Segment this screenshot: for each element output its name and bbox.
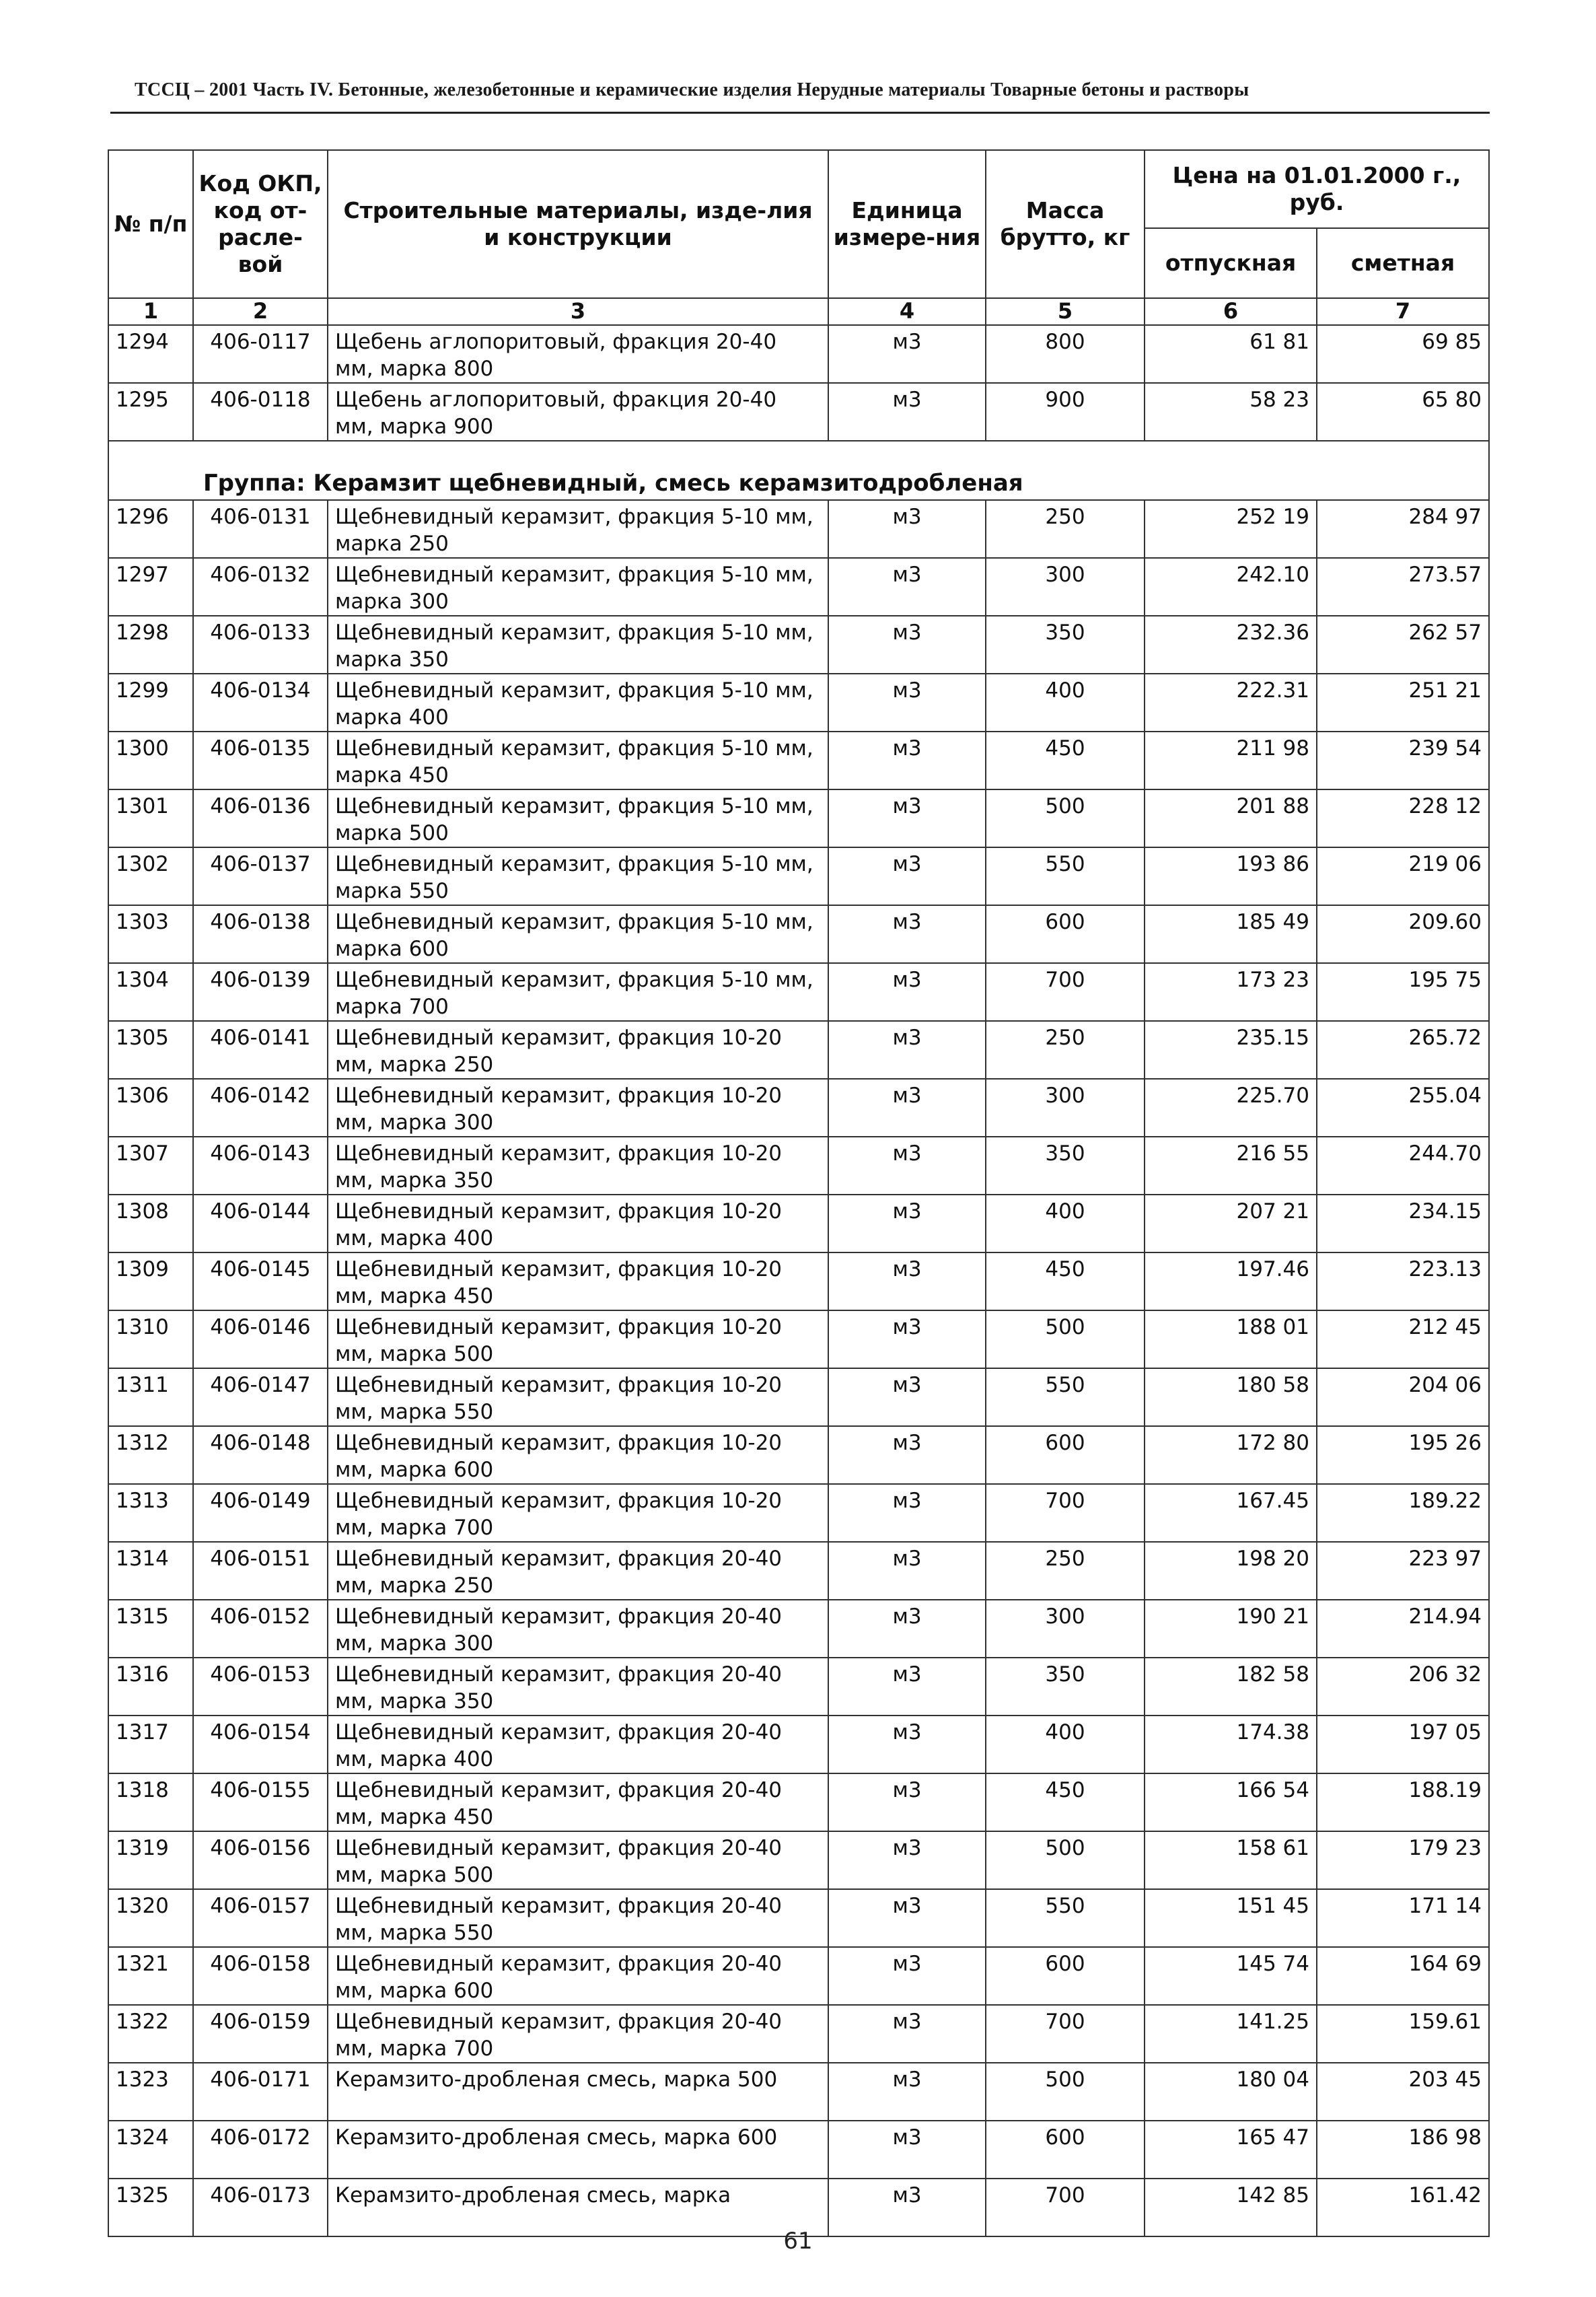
row-unit: м3	[828, 732, 986, 789]
group-row	[108, 441, 1489, 500]
row-unit: м3	[828, 1137, 986, 1195]
row-mass: 250	[986, 1542, 1145, 1600]
table-row	[108, 1021, 1489, 1079]
row-code: 406-0131	[193, 500, 328, 558]
row-code: 406-0136	[193, 789, 328, 847]
row-code: 406-0142	[193, 1079, 328, 1137]
header-price-release: отпускная	[1145, 228, 1317, 298]
row-number: 1311	[108, 1368, 193, 1426]
row-name: Щебневидный керамзит, фракция 20-40 мм, марка 700	[328, 2005, 828, 2063]
row-number: 1305	[108, 1021, 193, 1079]
row-unit: м3	[828, 2063, 986, 2121]
row-name: Керамзито-дробленая смесь, марка 500	[328, 2063, 828, 2121]
row-name: Керамзито-дробленая смесь, марка	[328, 2179, 828, 2236]
table-row	[108, 1426, 1489, 1484]
row-unit: м3	[828, 1252, 986, 1310]
row-name: Щебневидный керамзит, фракция 5-10 мм, марка 600	[328, 905, 828, 963]
row-unit: м3	[828, 1716, 986, 1773]
row-code: 406-0147	[193, 1368, 328, 1426]
row-number: 1303	[108, 905, 193, 963]
row-mass: 500	[986, 1310, 1145, 1368]
row-code: 406-0143	[193, 1137, 328, 1195]
row-unit: м3	[828, 2121, 986, 2179]
row-code: 406-0152	[193, 1600, 328, 1658]
table-row	[108, 500, 1489, 558]
row-price-release: 242.10	[1145, 558, 1317, 616]
table-row	[108, 1484, 1489, 1542]
row-price-release: 232.36	[1145, 616, 1317, 674]
row-number: 1315	[108, 1600, 193, 1658]
row-price-estimate: 214.94	[1317, 1600, 1489, 1658]
row-number: 1308	[108, 1195, 193, 1252]
row-unit: м3	[828, 905, 986, 963]
table-row	[108, 558, 1489, 616]
row-mass: 600	[986, 905, 1145, 963]
row-price-estimate: 239 54	[1317, 732, 1489, 789]
row-mass: 500	[986, 1831, 1145, 1889]
row-name: Щебневидный керамзит, фракция 5-10 мм, марка 500	[328, 789, 828, 847]
header-unit: Единица измере-ния	[828, 150, 986, 298]
header-mass: Масса брутто, кг	[986, 150, 1145, 298]
row-mass: 400	[986, 1716, 1145, 1773]
table-row	[108, 1889, 1489, 1947]
row-price-release: 173 23	[1145, 963, 1317, 1021]
row-code: 406-0141	[193, 1021, 328, 1079]
price-table-container	[108, 149, 1488, 2237]
row-mass: 400	[986, 674, 1145, 732]
row-number: 1307	[108, 1137, 193, 1195]
row-number: 1296	[108, 500, 193, 558]
header-price: Цена на 01.01.2000 г., руб.	[1145, 150, 1489, 228]
row-number: 1299	[108, 674, 193, 732]
row-mass: 250	[986, 1021, 1145, 1079]
row-name: Щебневидный керамзит, фракция 20-40 мм, марка 500	[328, 1831, 828, 1889]
row-price-release: 174.38	[1145, 1716, 1317, 1773]
row-name: Щебневидный керамзит, фракция 5-10 мм, марка 350	[328, 616, 828, 674]
row-mass: 350	[986, 1658, 1145, 1716]
row-price-release: 142 85	[1145, 2179, 1317, 2236]
row-unit: м3	[828, 963, 986, 1021]
row-price-estimate: 265.72	[1317, 1021, 1489, 1079]
row-name: Щебневидный керамзит, фракция 5-10 мм, марка 250	[328, 500, 828, 558]
table-row	[108, 2121, 1489, 2179]
row-mass: 700	[986, 1484, 1145, 1542]
row-name: Щебневидный керамзит, фракция 5-10 мм, марка 550	[328, 847, 828, 905]
row-price-release: 141.25	[1145, 2005, 1317, 2063]
row-price-estimate: 179 23	[1317, 1831, 1489, 1889]
row-mass: 700	[986, 963, 1145, 1021]
row-price-release: 252 19	[1145, 500, 1317, 558]
row-name: Щебневидный керамзит, фракция 20-40 мм, марка 350	[328, 1658, 828, 1716]
table-row	[108, 2005, 1489, 2063]
row-name: Щебневидный керамзит, фракция 20-40 мм, марка 450	[328, 1773, 828, 1831]
row-price-estimate: 186 98	[1317, 2121, 1489, 2179]
rows-before-group	[108, 325, 1489, 441]
table-row	[108, 1716, 1489, 1773]
row-name: Керамзито-дробленая смесь, марка 600	[328, 2121, 828, 2179]
row-mass: 550	[986, 1368, 1145, 1426]
row-mass: 450	[986, 1252, 1145, 1310]
row-mass: 600	[986, 1947, 1145, 2005]
row-price-estimate: 223 97	[1317, 1542, 1489, 1600]
row-unit: м3	[828, 1773, 986, 1831]
row-number: 1320	[108, 1889, 193, 1947]
row-price-estimate: 251 21	[1317, 674, 1489, 732]
row-number: 1310	[108, 1310, 193, 1368]
row-mass: 350	[986, 616, 1145, 674]
row-name: Щебневидный керамзит, фракция 10-20 мм, марка 300	[328, 1079, 828, 1137]
row-code: 406-0118	[193, 383, 328, 441]
row-code: 406-0172	[193, 2121, 328, 2179]
table-row	[108, 383, 1489, 441]
row-unit: м3	[828, 1658, 986, 1716]
row-name: Щебневидный керамзит, фракция 5-10 мм, марка 700	[328, 963, 828, 1021]
row-unit: м3	[828, 1195, 986, 1252]
row-number: 1321	[108, 1947, 193, 2005]
row-unit: м3	[828, 789, 986, 847]
row-number: 1322	[108, 2005, 193, 2063]
row-unit: м3	[828, 1542, 986, 1600]
header-price-estimate: сметная	[1317, 228, 1489, 298]
row-mass: 500	[986, 789, 1145, 847]
table-row	[108, 1542, 1489, 1600]
row-number: 1318	[108, 1773, 193, 1831]
row-unit: м3	[828, 1368, 986, 1426]
table-row	[108, 1600, 1489, 1658]
table-row	[108, 732, 1489, 789]
row-mass: 300	[986, 1079, 1145, 1137]
header-rule	[110, 112, 1490, 114]
row-price-release: 185 49	[1145, 905, 1317, 963]
row-name: Щебневидный керамзит, фракция 20-40 мм, марка 250	[328, 1542, 828, 1600]
header-no: № п/п	[108, 150, 193, 298]
column-number: 2	[193, 298, 328, 325]
header-name: Строительные материалы, изде-лия и конструкции	[328, 150, 828, 298]
row-price-release: 197.46	[1145, 1252, 1317, 1310]
table-row	[108, 1658, 1489, 1716]
row-unit: м3	[828, 1889, 986, 1947]
row-name: Щебневидный керамзит, фракция 10-20 мм, марка 600	[328, 1426, 828, 1484]
price-table	[108, 149, 1490, 2237]
row-price-estimate: 159.61	[1317, 2005, 1489, 2063]
row-unit: м3	[828, 1310, 986, 1368]
table-row	[108, 847, 1489, 905]
row-unit: м3	[828, 616, 986, 674]
row-price-estimate: 262 57	[1317, 616, 1489, 674]
row-code: 406-0156	[193, 1831, 328, 1889]
row-price-estimate: 197 05	[1317, 1716, 1489, 1773]
row-price-release: 188 01	[1145, 1310, 1317, 1368]
row-number: 1319	[108, 1831, 193, 1889]
table-row	[108, 1368, 1489, 1426]
row-price-estimate: 161.42	[1317, 2179, 1489, 2236]
row-price-estimate: 234.15	[1317, 1195, 1489, 1252]
row-mass: 550	[986, 1889, 1145, 1947]
page-number: 61	[783, 2228, 813, 2255]
row-price-release: 167.45	[1145, 1484, 1317, 1542]
row-mass: 450	[986, 1773, 1145, 1831]
table-row	[108, 1831, 1489, 1889]
row-number: 1301	[108, 789, 193, 847]
row-price-release: 151 45	[1145, 1889, 1317, 1947]
row-code: 406-0173	[193, 2179, 328, 2236]
row-price-release: 166 54	[1145, 1773, 1317, 1831]
running-header: ТССЦ – 2001 Часть IV. Бетонные, железобетонные и керамические изделия Нерудные материалы Товарные бетоны и растворы	[135, 79, 1249, 100]
row-price-estimate: 209.60	[1317, 905, 1489, 963]
row-mass: 400	[986, 1195, 1145, 1252]
row-name: Щебневидный керамзит, фракция 20-40 мм, марка 600	[328, 1947, 828, 2005]
row-code: 406-0137	[193, 847, 328, 905]
row-number: 1312	[108, 1426, 193, 1484]
row-price-estimate: 195 75	[1317, 963, 1489, 1021]
row-code: 406-0148	[193, 1426, 328, 1484]
row-number: 1300	[108, 732, 193, 789]
row-number: 1317	[108, 1716, 193, 1773]
row-unit: м3	[828, 847, 986, 905]
row-mass: 600	[986, 2121, 1145, 2179]
rows-after-group	[108, 500, 1489, 2236]
row-code: 406-0117	[193, 325, 328, 383]
column-number: 4	[828, 298, 986, 325]
row-price-release: 180 58	[1145, 1368, 1317, 1426]
column-number: 1	[108, 298, 193, 325]
row-code: 406-0149	[193, 1484, 328, 1542]
row-unit: м3	[828, 674, 986, 732]
row-mass: 700	[986, 2179, 1145, 2236]
row-price-estimate: 212 45	[1317, 1310, 1489, 1368]
row-code: 406-0145	[193, 1252, 328, 1310]
row-name: Щебень аглопоритовый, фракция 20-40 мм, марка 800	[328, 325, 828, 383]
row-number: 1316	[108, 1658, 193, 1716]
row-price-release: 58 23	[1145, 383, 1317, 441]
row-mass: 500	[986, 2063, 1145, 2121]
row-mass: 350	[986, 1137, 1145, 1195]
row-number: 1306	[108, 1079, 193, 1137]
row-price-release: 216 55	[1145, 1137, 1317, 1195]
row-name: Щебень аглопоритовый, фракция 20-40 мм, марка 900	[328, 383, 828, 441]
row-unit: м3	[828, 2179, 986, 2236]
table-row	[108, 1079, 1489, 1137]
row-price-release: 190 21	[1145, 1600, 1317, 1658]
row-number: 1302	[108, 847, 193, 905]
row-price-release: 198 20	[1145, 1542, 1317, 1600]
group-title: Группа: Керамзит щебневидный, смесь керамзитодробленая	[108, 441, 1489, 500]
row-code: 406-0155	[193, 1773, 328, 1831]
column-number: 6	[1145, 298, 1317, 325]
table-row	[108, 963, 1489, 1021]
header-code: Код ОКП, код от-расле-вой	[193, 150, 328, 298]
row-number: 1309	[108, 1252, 193, 1310]
row-number: 1324	[108, 2121, 193, 2179]
row-mass: 250	[986, 500, 1145, 558]
row-name: Щебневидный керамзит, фракция 5-10 мм, марка 300	[328, 558, 828, 616]
row-price-release: 145 74	[1145, 1947, 1317, 2005]
row-name: Щебневидный керамзит, фракция 20-40 мм, марка 550	[328, 1889, 828, 1947]
row-unit: м3	[828, 325, 986, 383]
row-unit: м3	[828, 500, 986, 558]
row-name: Щебневидный керамзит, фракция 10-20 мм, марка 500	[328, 1310, 828, 1368]
row-price-release: 180 04	[1145, 2063, 1317, 2121]
row-mass: 600	[986, 1426, 1145, 1484]
row-code: 406-0158	[193, 1947, 328, 2005]
row-price-estimate: 228 12	[1317, 789, 1489, 847]
row-unit: м3	[828, 1600, 986, 1658]
row-price-estimate: 255.04	[1317, 1079, 1489, 1137]
row-price-estimate: 69 85	[1317, 325, 1489, 383]
row-number: 1323	[108, 2063, 193, 2121]
row-code: 406-0146	[193, 1310, 328, 1368]
row-name: Щебневидный керамзит, фракция 10-20 мм, марка 400	[328, 1195, 828, 1252]
table-row	[108, 1195, 1489, 1252]
table-row	[108, 2063, 1489, 2121]
row-mass: 900	[986, 383, 1145, 441]
table-row	[108, 789, 1489, 847]
row-name: Щебневидный керамзит, фракция 10-20 мм, марка 350	[328, 1137, 828, 1195]
row-price-release: 165 47	[1145, 2121, 1317, 2179]
table-row	[108, 1137, 1489, 1195]
row-price-release: 207 21	[1145, 1195, 1317, 1252]
row-price-release: 158 61	[1145, 1831, 1317, 1889]
row-code: 406-0132	[193, 558, 328, 616]
row-price-release: 225.70	[1145, 1079, 1317, 1137]
row-code: 406-0133	[193, 616, 328, 674]
row-name: Щебневидный керамзит, фракция 10-20 мм, марка 700	[328, 1484, 828, 1542]
row-price-release: 172 80	[1145, 1426, 1317, 1484]
row-price-estimate: 219 06	[1317, 847, 1489, 905]
row-name: Щебневидный керамзит, фракция 20-40 мм, марка 300	[328, 1600, 828, 1658]
row-price-estimate: 273.57	[1317, 558, 1489, 616]
row-code: 406-0134	[193, 674, 328, 732]
column-number-row	[108, 298, 1489, 325]
table-row	[108, 905, 1489, 963]
row-mass: 700	[986, 2005, 1145, 2063]
table-row	[108, 1773, 1489, 1831]
row-unit: м3	[828, 1831, 986, 1889]
row-code: 406-0151	[193, 1542, 328, 1600]
row-price-estimate: 206 32	[1317, 1658, 1489, 1716]
table-row	[108, 674, 1489, 732]
row-name: Щебневидный керамзит, фракция 5-10 мм, марка 400	[328, 674, 828, 732]
table-row	[108, 1310, 1489, 1368]
table-row	[108, 1947, 1489, 2005]
row-price-estimate: 284 97	[1317, 500, 1489, 558]
row-mass: 300	[986, 1600, 1145, 1658]
column-number: 7	[1317, 298, 1489, 325]
column-number: 5	[986, 298, 1145, 325]
row-code: 406-0153	[193, 1658, 328, 1716]
row-price-estimate: 244.70	[1317, 1137, 1489, 1195]
row-price-estimate: 171 14	[1317, 1889, 1489, 1947]
row-price-estimate: 223.13	[1317, 1252, 1489, 1310]
row-price-release: 61 81	[1145, 325, 1317, 383]
row-unit: м3	[828, 1426, 986, 1484]
row-name: Щебневидный керамзит, фракция 10-20 мм, марка 450	[328, 1252, 828, 1310]
row-number: 1298	[108, 616, 193, 674]
table-row	[108, 1252, 1489, 1310]
row-mass: 800	[986, 325, 1145, 383]
row-number: 1325	[108, 2179, 193, 2236]
row-number: 1297	[108, 558, 193, 616]
row-unit: м3	[828, 558, 986, 616]
row-price-estimate: 204 06	[1317, 1368, 1489, 1426]
row-unit: м3	[828, 1947, 986, 2005]
row-code: 406-0154	[193, 1716, 328, 1773]
column-number: 3	[328, 298, 828, 325]
row-code: 406-0157	[193, 1889, 328, 1947]
row-price-estimate: 164 69	[1317, 1947, 1489, 2005]
table-header	[108, 150, 1489, 298]
row-name: Щебневидный керамзит, фракция 10-20 мм, марка 550	[328, 1368, 828, 1426]
row-price-estimate: 189.22	[1317, 1484, 1489, 1542]
row-price-release: 222.31	[1145, 674, 1317, 732]
row-price-estimate: 195 26	[1317, 1426, 1489, 1484]
row-unit: м3	[828, 1021, 986, 1079]
row-price-estimate: 65 80	[1317, 383, 1489, 441]
row-number: 1314	[108, 1542, 193, 1600]
row-price-release: 235.15	[1145, 1021, 1317, 1079]
row-mass: 300	[986, 558, 1145, 616]
row-mass: 550	[986, 847, 1145, 905]
row-code: 406-0159	[193, 2005, 328, 2063]
row-number: 1294	[108, 325, 193, 383]
row-unit: м3	[828, 2005, 986, 2063]
row-price-release: 182 58	[1145, 1658, 1317, 1716]
row-name: Щебневидный керамзит, фракция 20-40 мм, марка 400	[328, 1716, 828, 1773]
row-code: 406-0144	[193, 1195, 328, 1252]
row-unit: м3	[828, 1484, 986, 1542]
row-name: Щебневидный керамзит, фракция 5-10 мм, марка 450	[328, 732, 828, 789]
row-name: Щебневидный керамзит, фракция 10-20 мм, марка 250	[328, 1021, 828, 1079]
row-unit: м3	[828, 1079, 986, 1137]
row-price-release: 211 98	[1145, 732, 1317, 789]
row-number: 1313	[108, 1484, 193, 1542]
row-code: 406-0139	[193, 963, 328, 1021]
row-unit: м3	[828, 383, 986, 441]
table-row	[108, 616, 1489, 674]
row-price-release: 193 86	[1145, 847, 1317, 905]
row-code: 406-0135	[193, 732, 328, 789]
row-price-release: 201 88	[1145, 789, 1317, 847]
row-number: 1295	[108, 383, 193, 441]
row-code: 406-0171	[193, 2063, 328, 2121]
row-price-estimate: 188.19	[1317, 1773, 1489, 1831]
table-row	[108, 325, 1489, 383]
row-number: 1304	[108, 963, 193, 1021]
row-price-estimate: 203 45	[1317, 2063, 1489, 2121]
row-mass: 450	[986, 732, 1145, 789]
row-code: 406-0138	[193, 905, 328, 963]
